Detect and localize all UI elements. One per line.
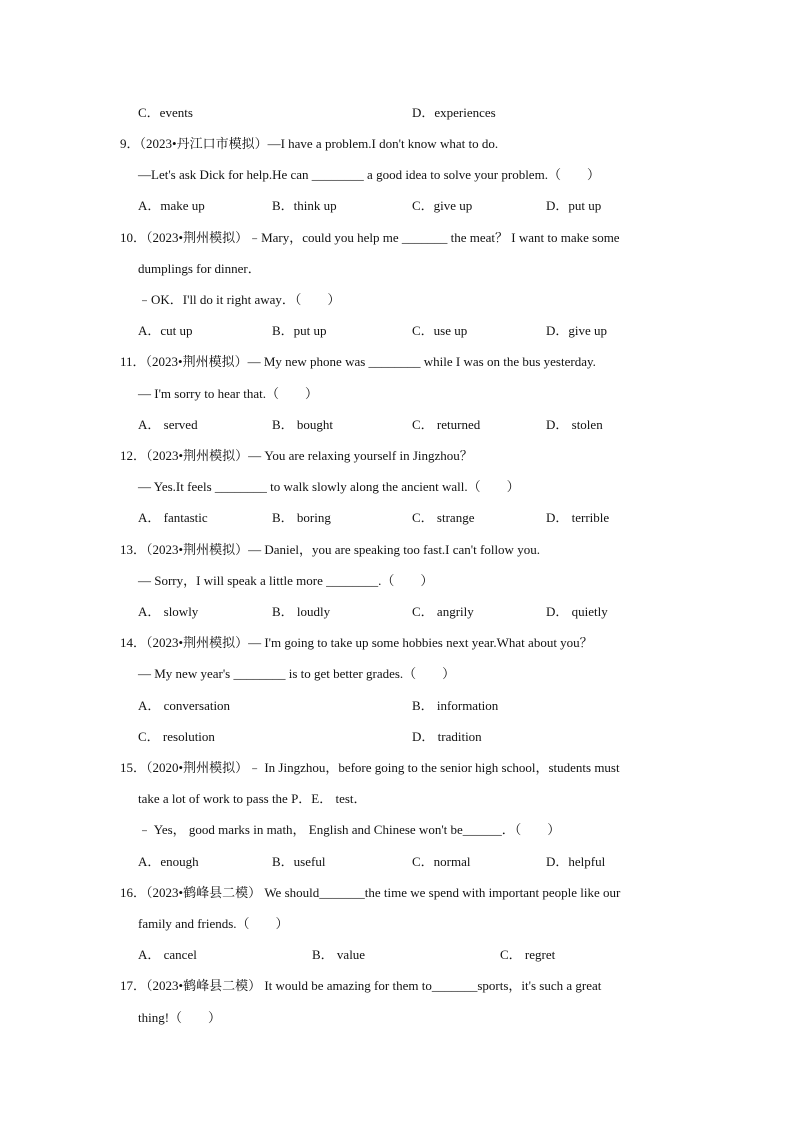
option-b: B． information — [412, 698, 499, 713]
option-c: C．give up — [412, 198, 473, 213]
question-text: （2023•荆州模拟）— You are relaxing yourself in Jingzhou？ — [146, 448, 473, 463]
option-a: A．cut up — [138, 323, 193, 338]
option-d: D．helpful — [546, 854, 606, 869]
question-15-line-3: ﹣ Yes， good marks in math， English and Chinese won't be______．（ ） — [138, 822, 561, 837]
question-text: （2023•鹤峰县二模） It would be amazing for them to_______sports，it's such a great — [146, 978, 602, 993]
option-b: B． bought — [272, 417, 334, 432]
option-b: B． loudly — [272, 604, 331, 619]
question-15-line-2: take a lot of work to pass the P．E． test． — [138, 791, 367, 806]
option-c: C．use up — [412, 323, 468, 338]
option-a: A． conversation — [138, 698, 231, 713]
question-16-line-2: family and friends.（ ） — [138, 916, 289, 931]
question-text: （2023•丹江口市模拟）—I have a problem.I don't know what to do. — [139, 136, 499, 151]
question-11-stem — [120, 354, 596, 370]
option-c: C．events — [138, 105, 193, 120]
option-a: A．make up — [138, 198, 205, 213]
question-9-stem — [120, 136, 498, 152]
question-17-line-2: thing!（ ） — [138, 1010, 222, 1025]
option-c: C． strange — [412, 510, 475, 525]
option-d: D．put up — [546, 198, 602, 213]
option-d: D．give up — [546, 323, 608, 338]
question-15-stem — [120, 760, 620, 776]
question-10-line-3: ﹣OK．I'll do it right away．（ ） — [138, 292, 341, 307]
question-text: （2023•荆州模拟）— My new phone was ________ while I was on the bus yesterday. — [145, 354, 596, 369]
option-d: D． quietly — [546, 604, 608, 619]
option-c: C．normal — [412, 854, 471, 869]
option-d: D． tradition — [412, 729, 482, 744]
option-d: D．experiences — [412, 105, 496, 120]
question-number: 17． — [120, 978, 147, 993]
question-11-line-2: — I'm sorry to hear that.（ ） — [138, 386, 318, 401]
question-13-line-2: — Sorry，I will speak a little more ________.（ ） — [138, 573, 434, 588]
question-10-stem — [120, 230, 620, 246]
question-text: （2023•荆州模拟）— Daniel，you are speaking too fast.I can't follow you. — [146, 542, 540, 557]
option-c: C． returned — [412, 417, 481, 432]
option-a: A． fantastic — [138, 510, 208, 525]
option-a: A．enough — [138, 854, 199, 869]
question-text: （2023•鹤峰县二模） We should_______the time we spend with important people like our — [146, 885, 621, 900]
question-text: （2020•荆州模拟）﹣ In Jingzhou，before going to the senior high school，students must — [146, 760, 620, 775]
question-number: 10． — [120, 230, 147, 245]
option-c: C． regret — [500, 947, 556, 962]
option-b: B．put up — [272, 323, 327, 338]
question-9-line-2: —Let's ask Dick for help.He can ________ a good idea to solve your problem.（ ） — [138, 167, 600, 182]
option-b: B． value — [312, 947, 366, 962]
question-12-stem — [120, 448, 473, 464]
option-a: A． served — [138, 417, 198, 432]
question-14-line-2: — My new year's ________ is to get better grades.（ ） — [138, 666, 456, 681]
option-c: C． angrily — [412, 604, 474, 619]
option-a: A． cancel — [138, 947, 197, 962]
option-a: A． slowly — [138, 604, 199, 619]
option-d: D． terrible — [546, 510, 610, 525]
question-number: 11． — [120, 354, 146, 369]
question-number: 13． — [120, 542, 147, 557]
option-b: B．think up — [272, 198, 337, 213]
question-number: 14． — [120, 635, 147, 650]
option-b: B． boring — [272, 510, 331, 525]
option-d: D． stolen — [546, 417, 603, 432]
question-number: 12． — [120, 448, 147, 463]
question-number: 9． — [120, 136, 140, 151]
question-text: （2023•荆州模拟）— I'm going to take up some hobbies next year.What about you？ — [146, 635, 593, 650]
question-text: （2023•荆州模拟）﹣Mary，could you help me _______ the meat？ I want to make some — [146, 230, 620, 245]
question-17-stem — [120, 978, 601, 994]
question-14-stem — [120, 635, 593, 651]
question-13-stem — [120, 542, 540, 558]
question-10-line-2: dumplings for dinner． — [138, 261, 261, 276]
option-b: B．useful — [272, 854, 326, 869]
question-16-stem — [120, 885, 620, 901]
option-c: C． resolution — [138, 729, 215, 744]
question-number: 16． — [120, 885, 147, 900]
question-number: 15． — [120, 760, 147, 775]
question-12-line-2: — Yes.It feels ________ to walk slowly along the ancient wall.（ ） — [138, 479, 520, 494]
